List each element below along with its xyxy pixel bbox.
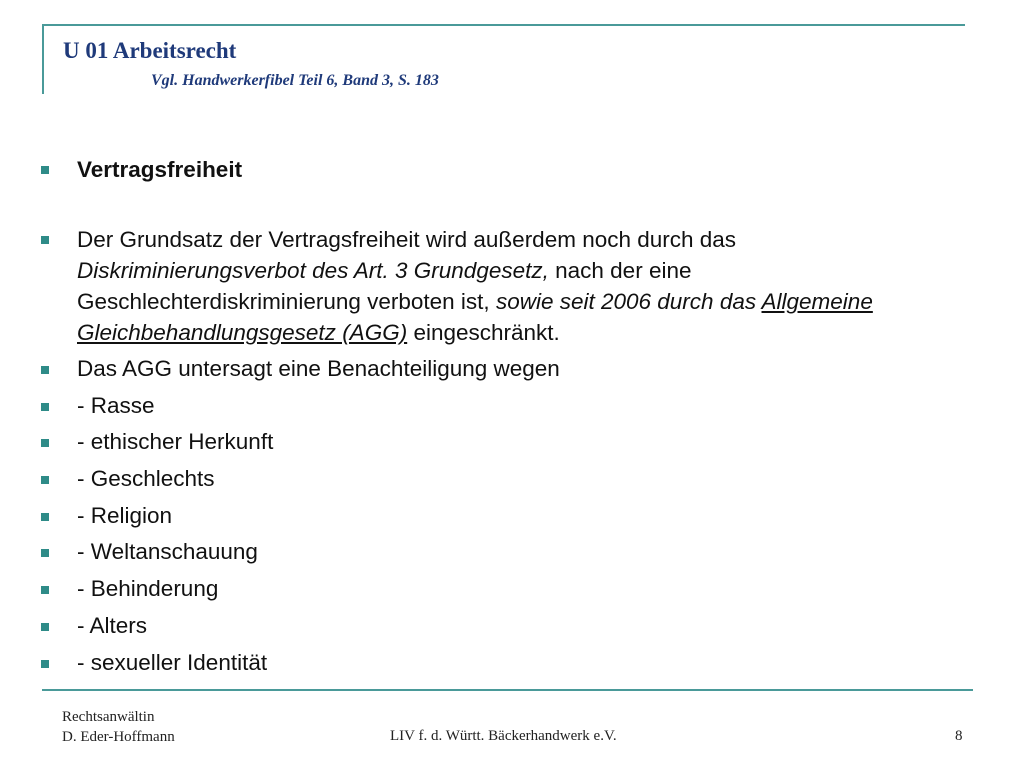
footer-author-line-2: D. Eder-Hoffmann (62, 729, 175, 745)
list-item (38, 537, 938, 567)
bullet-paragraph (38, 224, 938, 348)
list-item (38, 501, 938, 531)
left-rule (42, 24, 44, 94)
footer-author (62, 707, 175, 747)
top-rule (42, 24, 965, 26)
paragraph-part-2: Diskriminierungsverbot des Art. 3 Grundgesetz, (77, 258, 549, 283)
list-item (38, 427, 938, 457)
page-number: 8 (955, 728, 963, 744)
list-item (38, 464, 938, 494)
list-item-text: - Religion (77, 502, 173, 528)
heading-text: Vertragsfreiheit (77, 157, 243, 182)
footer-author-line-1: Rechtsanwältin (62, 709, 155, 725)
list-item (38, 611, 938, 641)
list-item (38, 574, 938, 604)
paragraph-part-3: nach der eine Geschlechterdiskriminierung verboten ist, (77, 258, 692, 314)
intro-text: Das AGG untersagt eine Benachteiligung wegen (77, 356, 560, 381)
list-item-text: - Rasse (77, 392, 155, 418)
list-item-text: - Behinderung (77, 576, 219, 602)
bullet-list (38, 154, 938, 684)
footer-organization: LIV f. d. Württ. Bäckerhandwerk e.V. (390, 728, 617, 744)
paragraph-part-1: Der Grundsatz der Vertragsfreiheit wird außerdem noch durch das (77, 227, 737, 252)
list-item-text: - Alters (77, 612, 148, 638)
list-item-text: - Weltanschauung (77, 539, 258, 565)
paragraph-part-6: eingeschränkt. (407, 320, 560, 345)
slide-subtitle: Vgl. Handwerkerfibel Teil 6, Band 3, S. 183 (151, 72, 439, 89)
list-item (38, 391, 938, 421)
list-item-text: - ethischer Herkunft (77, 429, 274, 455)
paragraph-part-5: Allgemeine Gleichbehandlungsgesetz (AGG) (77, 289, 873, 345)
list-item-text: - sexueller Identität (77, 649, 268, 675)
bottom-rule (42, 689, 973, 691)
list-item-text: - Geschlechts (77, 466, 215, 492)
bullet-intro (38, 354, 938, 384)
bullet-heading (38, 154, 938, 185)
list-item (38, 648, 938, 678)
paragraph-part-4: sowie seit 2006 durch das (495, 289, 762, 314)
slide-title: U 01 Arbeitsrecht (63, 38, 237, 63)
